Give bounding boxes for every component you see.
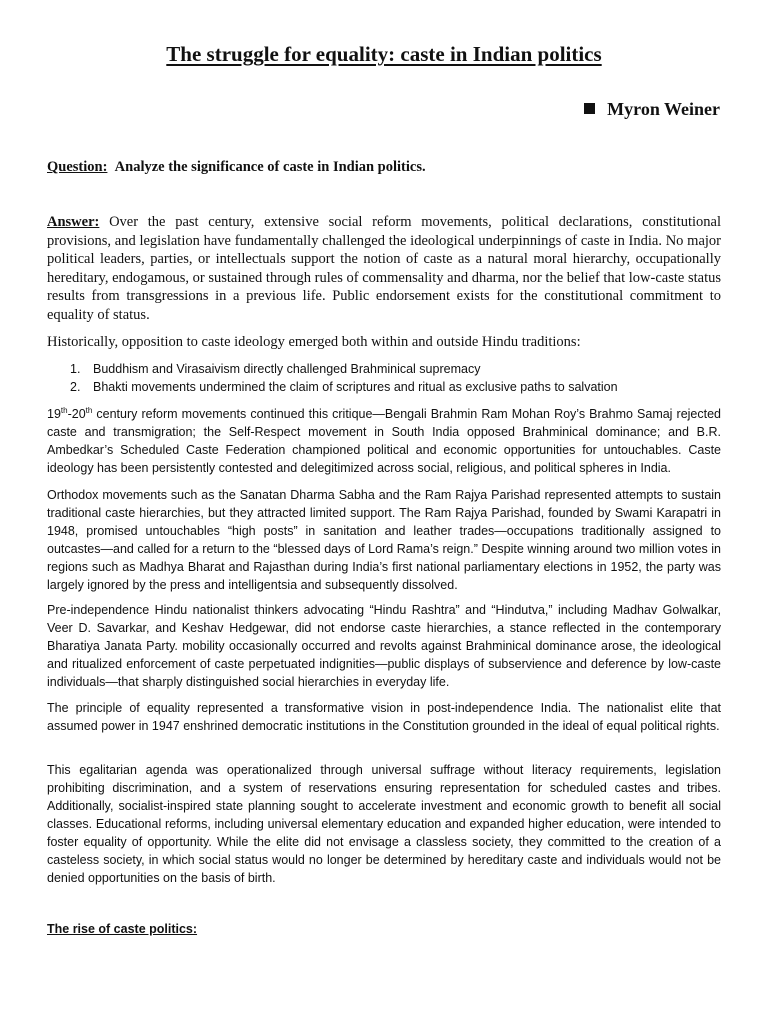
square-bullet-icon (584, 103, 595, 114)
list-item (70, 360, 618, 378)
question-label: Question: (47, 159, 108, 175)
author-name: Myron Weiner (607, 99, 720, 119)
historical-intro: Historically, opposition to caste ideology emerged both within and outside Hindu traditions: (47, 334, 581, 350)
question (47, 159, 721, 176)
document-title: The struggle for equality: caste in Indian politics (166, 42, 602, 66)
answer-paragraph (47, 213, 721, 325)
answer-label: Answer: (47, 214, 100, 230)
paragraph-text: century reform movements continued this critique—Bengali Brahmin Ram Mohan Roy’s Brahmo Samaj rejected caste and transmigration; the Self-Respect movement in South India opposed Brahminical dominance; and B.R. Ambedkar’s Scheduled Caste Federation championed political and economic opportunities for untouchables. Caste ideology has been persistently contested and delegitimized across social, religious, and political spheres in India. (47, 407, 721, 475)
ordinal-suffix: th (85, 405, 93, 415)
century-start: 19 (47, 407, 61, 421)
list-item (70, 378, 618, 396)
list-text: Bhakti movements undermined the claim of scriptures and ritual as exclusive paths to salvation (93, 380, 618, 394)
paragraph-orthodox-movements: Orthodox movements such as the Sanatan Dharma Sabha and the Ram Rajya Parishad represented attempts to sustain traditional caste hierarchies, but they attracted limited support. The Ram Rajya Parishad, founded by Swami Karapatri in 1948, promised untouchables “high posts” in sanitation and leather trades—occupations traditionally assigned to outcastes—and called for a return to the “blessed days of Lord Rama’s reign.” Despite winning around two million votes in regions such as Madhya Bharat and Rajasthan during India’s first national parliamentary elections in 1952, the party was largely ignored by the press and intelligentsia and subsequently dissolved. (47, 488, 721, 592)
section-heading: The rise of caste politics: (47, 922, 198, 936)
paragraph-principle-of-equality: The principle of equality represented a transformative vision in post-independence India. The nationalist elite that assumed power in 1947 enshrined democratic institutions in the Constitution grounded in the ideal of equal political rights. (47, 701, 721, 733)
opposition-list (70, 360, 618, 396)
author-line (584, 99, 720, 120)
paragraph-reform-movements (47, 405, 721, 477)
list-number: 1. (70, 362, 81, 376)
paragraph-hindu-nationalists: Pre-independence Hindu nationalist thinkers advocating “Hindu Rashtra” and “Hindutva,” including Madhav Golwalkar, Veer D. Savarkar, and Keshav Hedgewar, did not endorse caste hierarchies, a stance reflected in the contemporary Bharatiya Janata Party. mobility occasionally occurred and revolts against Brahminical dominance arose, the ideological and ritualized enforcement of caste perpetuated indignities—public displays of subservience and deference by low-caste individuals—that sharply distinguished social hierarchies in everyday life. (47, 603, 721, 689)
question-text: Analyze the significance of caste in Indian politics. (114, 159, 426, 175)
century-end: -20 (67, 407, 86, 421)
paragraph-egalitarian-agenda: This egalitarian agenda was operationalized through universal suffrage without literacy requirements, legislation prohibiting discrimination, and a system of reservations ensuring representation for scheduled castes and tribes. Additionally, socialist-inspired state planning sought to accelerate investment and economic growth to benefit all social classes. Educational reforms, including universal elementary education and expanded higher education, were intended to foster equality of opportunity. While the elite did not envisage a classless society, they committed to the creation of a casteless society, in which social status would no longer be determined by hereditary caste and individuals would not be denied opportunities on the basis of birth. (47, 763, 721, 885)
list-number: 2. (70, 380, 81, 394)
answer-text: Over the past century, extensive social reform movements, political declarations, constitutional provisions, and legislation have fundamentally challenged the ideological underpinnings of caste in India. No major political leaders, parties, or intellectuals support the notion of caste as a natural moral hierarchy, occupationally hereditary, endogamous, or sustained through rules of commensality and dharma, nor the belief that low-caste status results from transgressions in a previous life. Public endorsement exists for the constitutional commitment to equality of status. (47, 214, 722, 323)
list-text: Buddhism and Virasaivism directly challenged Brahminical supremacy (93, 362, 481, 376)
ordinal-suffix: th (60, 405, 68, 415)
